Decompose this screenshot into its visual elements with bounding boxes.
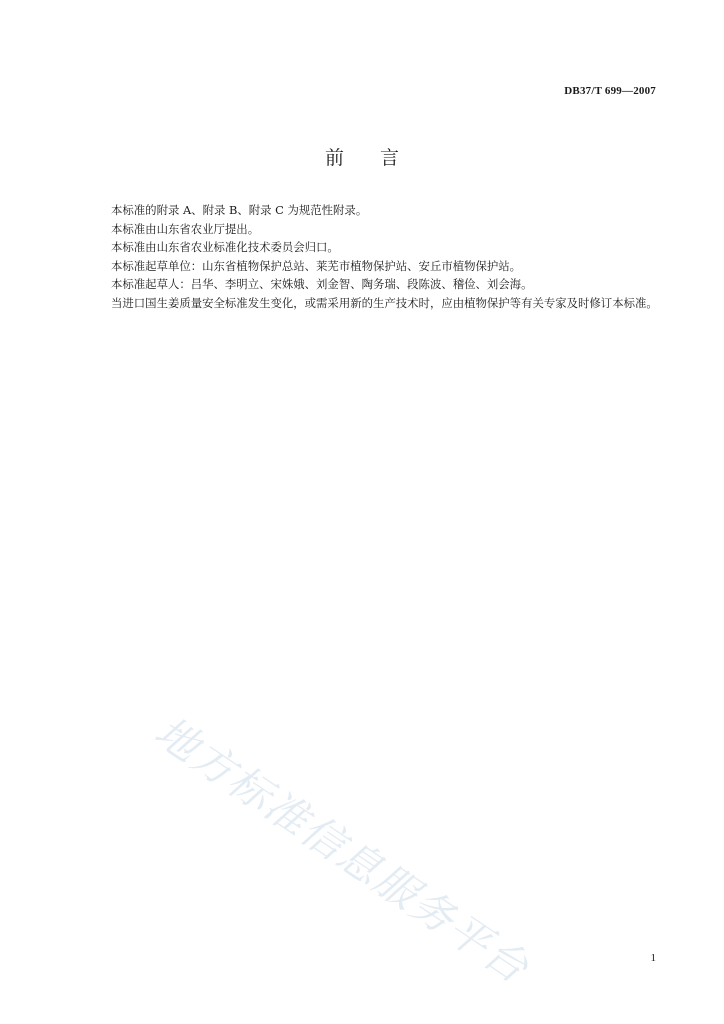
paragraph-drafters: 本标准起草人：吕华、李明立、宋姝娥、刘金智、陶务瑞、段陈波、稽俭、刘会海。 bbox=[111, 277, 533, 292]
document-code: DB37/T 699—2007 bbox=[564, 85, 656, 97]
paragraph-revision: 当进口国生姜质量安全标准发生变化，或需采用新的生产技术时，应由植物保护等有关专家及时修订本标准。 bbox=[111, 295, 658, 310]
paragraph-drafting-units: 本标准起草单位：山东省植物保护总站、莱芜市植物保护站、安丘市植物保护站。 bbox=[111, 258, 522, 273]
watermark: 地方标准信息服务平台 bbox=[146, 706, 539, 994]
page-title: 前言 bbox=[324, 147, 435, 169]
page-number: 1 bbox=[650, 952, 656, 964]
paragraph-proposer: 本标准由山东省农业厅提出。 bbox=[111, 221, 260, 236]
paragraph-appendix: 本标准的附录 A、附录 B、附录 C 为规范性附录。 bbox=[111, 203, 368, 217]
foreword-body bbox=[87, 201, 659, 313]
paragraph-committee: 本标准由山东省农业标准化技术委员会归口。 bbox=[111, 240, 339, 255]
